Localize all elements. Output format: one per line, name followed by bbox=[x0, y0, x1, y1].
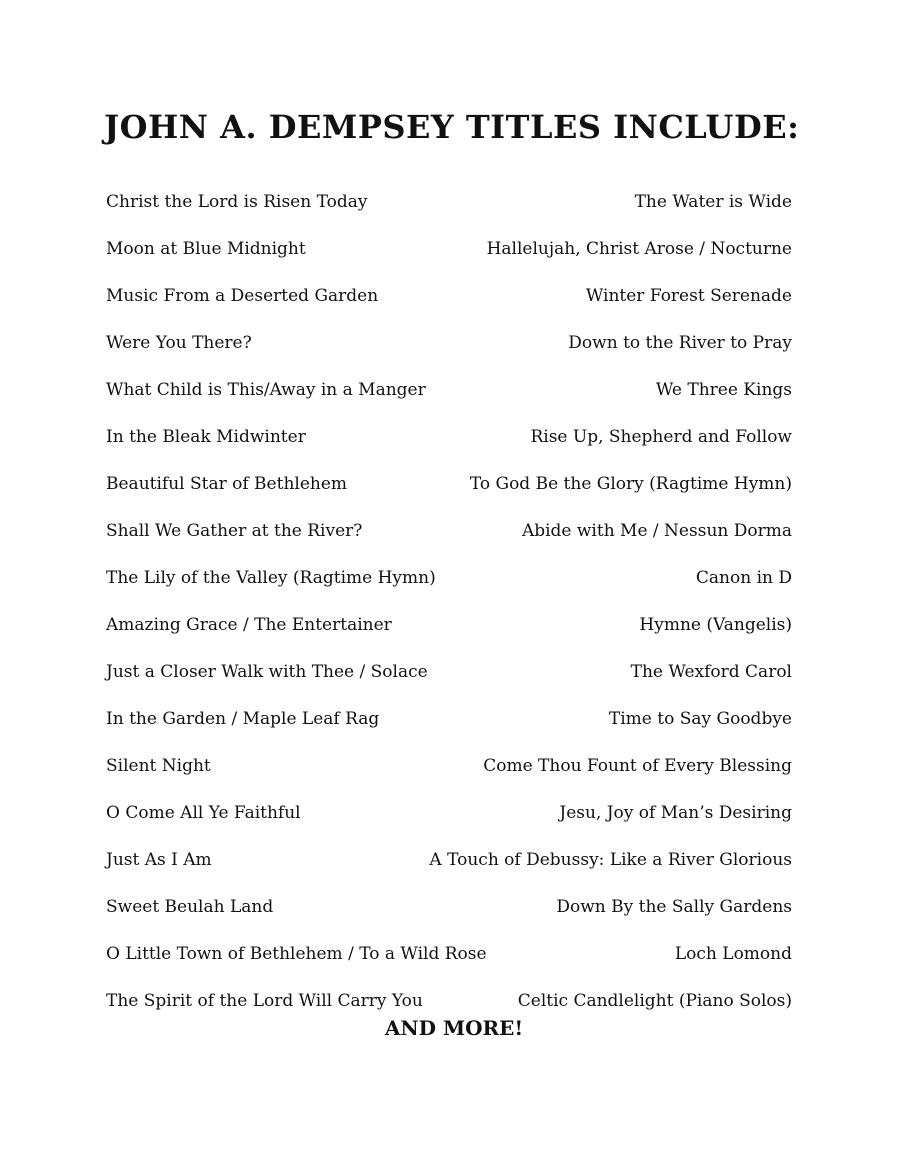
title-row bbox=[106, 703, 792, 750]
title-right: Canon in D bbox=[695, 568, 792, 588]
title-right: The Wexford Carol bbox=[630, 662, 792, 682]
title-right: Abide with Me / Nessun Dorma bbox=[521, 521, 792, 541]
title-left: Music From a Deserted Garden bbox=[106, 286, 379, 306]
title-row bbox=[106, 750, 792, 797]
title-left: Christ the Lord is Risen Today bbox=[106, 192, 368, 212]
title-right: Jesu, Joy of Man’s Desiring bbox=[559, 803, 792, 823]
title-left: Just As I Am bbox=[106, 850, 212, 870]
titles-list bbox=[106, 186, 792, 1032]
title-right: Winter Forest Serenade bbox=[585, 286, 792, 306]
title-row bbox=[106, 844, 792, 891]
title-right: The Water is Wide bbox=[634, 192, 792, 212]
title-left: O Little Town of Bethlehem / To a Wild Rose bbox=[106, 944, 487, 964]
title-row bbox=[106, 656, 792, 703]
title-row bbox=[106, 938, 792, 985]
title-right: To God Be the Glory (Ragtime Hymn) bbox=[469, 474, 792, 494]
title-right: Down By the Sally Gardens bbox=[556, 897, 792, 917]
title-right: Hymne (Vangelis) bbox=[639, 615, 792, 635]
title-left: In the Bleak Midwinter bbox=[106, 427, 306, 447]
title-left: Shall We Gather at the River? bbox=[106, 521, 363, 541]
and-more-text: AND MORE! bbox=[384, 1016, 524, 1040]
title-left: Silent Night bbox=[106, 756, 211, 776]
title-left: Just a Closer Walk with Thee / Solace bbox=[106, 662, 428, 682]
title-row bbox=[106, 186, 792, 233]
title-left: Amazing Grace / The Entertainer bbox=[106, 615, 392, 635]
title-right: Rise Up, Shepherd and Follow bbox=[530, 427, 792, 447]
title-right: Hallelujah, Christ Arose / Nocturne bbox=[486, 239, 792, 259]
title-left: Were You There? bbox=[106, 333, 252, 353]
title-row bbox=[106, 280, 792, 327]
page-title: JOHN A. DEMPSEY TITLES INCLUDE: bbox=[104, 108, 800, 146]
title-left: O Come All Ye Faithful bbox=[106, 803, 301, 823]
title-row bbox=[106, 891, 792, 938]
title-left: What Child is This/Away in a Manger bbox=[106, 380, 426, 400]
title-row bbox=[106, 562, 792, 609]
title-left: The Spirit of the Lord Will Carry You bbox=[106, 991, 423, 1011]
title-right: Celtic Candlelight (Piano Solos) bbox=[517, 991, 792, 1011]
title-left: Moon at Blue Midnight bbox=[106, 239, 306, 259]
title-left: Sweet Beulah Land bbox=[106, 897, 274, 917]
title-right: Loch Lomond bbox=[674, 944, 792, 964]
title-row bbox=[106, 421, 792, 468]
title-right: A Touch of Debussy: Like a River Glorious bbox=[429, 850, 792, 870]
title-row bbox=[106, 327, 792, 374]
title-left: Beautiful Star of Bethlehem bbox=[106, 474, 348, 494]
title-right: Down to the River to Pray bbox=[568, 333, 792, 353]
title-row bbox=[106, 468, 792, 515]
title-right: We Three Kings bbox=[655, 380, 792, 400]
title-right: Time to Say Goodbye bbox=[608, 709, 792, 729]
title-row bbox=[106, 374, 792, 421]
title-right: Come Thou Fount of Every Blessing bbox=[483, 756, 792, 776]
title-left: The Lily of the Valley (Ragtime Hymn) bbox=[106, 568, 436, 588]
title-row bbox=[106, 797, 792, 844]
title-row bbox=[106, 233, 792, 280]
title-row bbox=[106, 515, 792, 562]
title-left: In the Garden / Maple Leaf Rag bbox=[106, 709, 380, 729]
title-row bbox=[106, 609, 792, 656]
